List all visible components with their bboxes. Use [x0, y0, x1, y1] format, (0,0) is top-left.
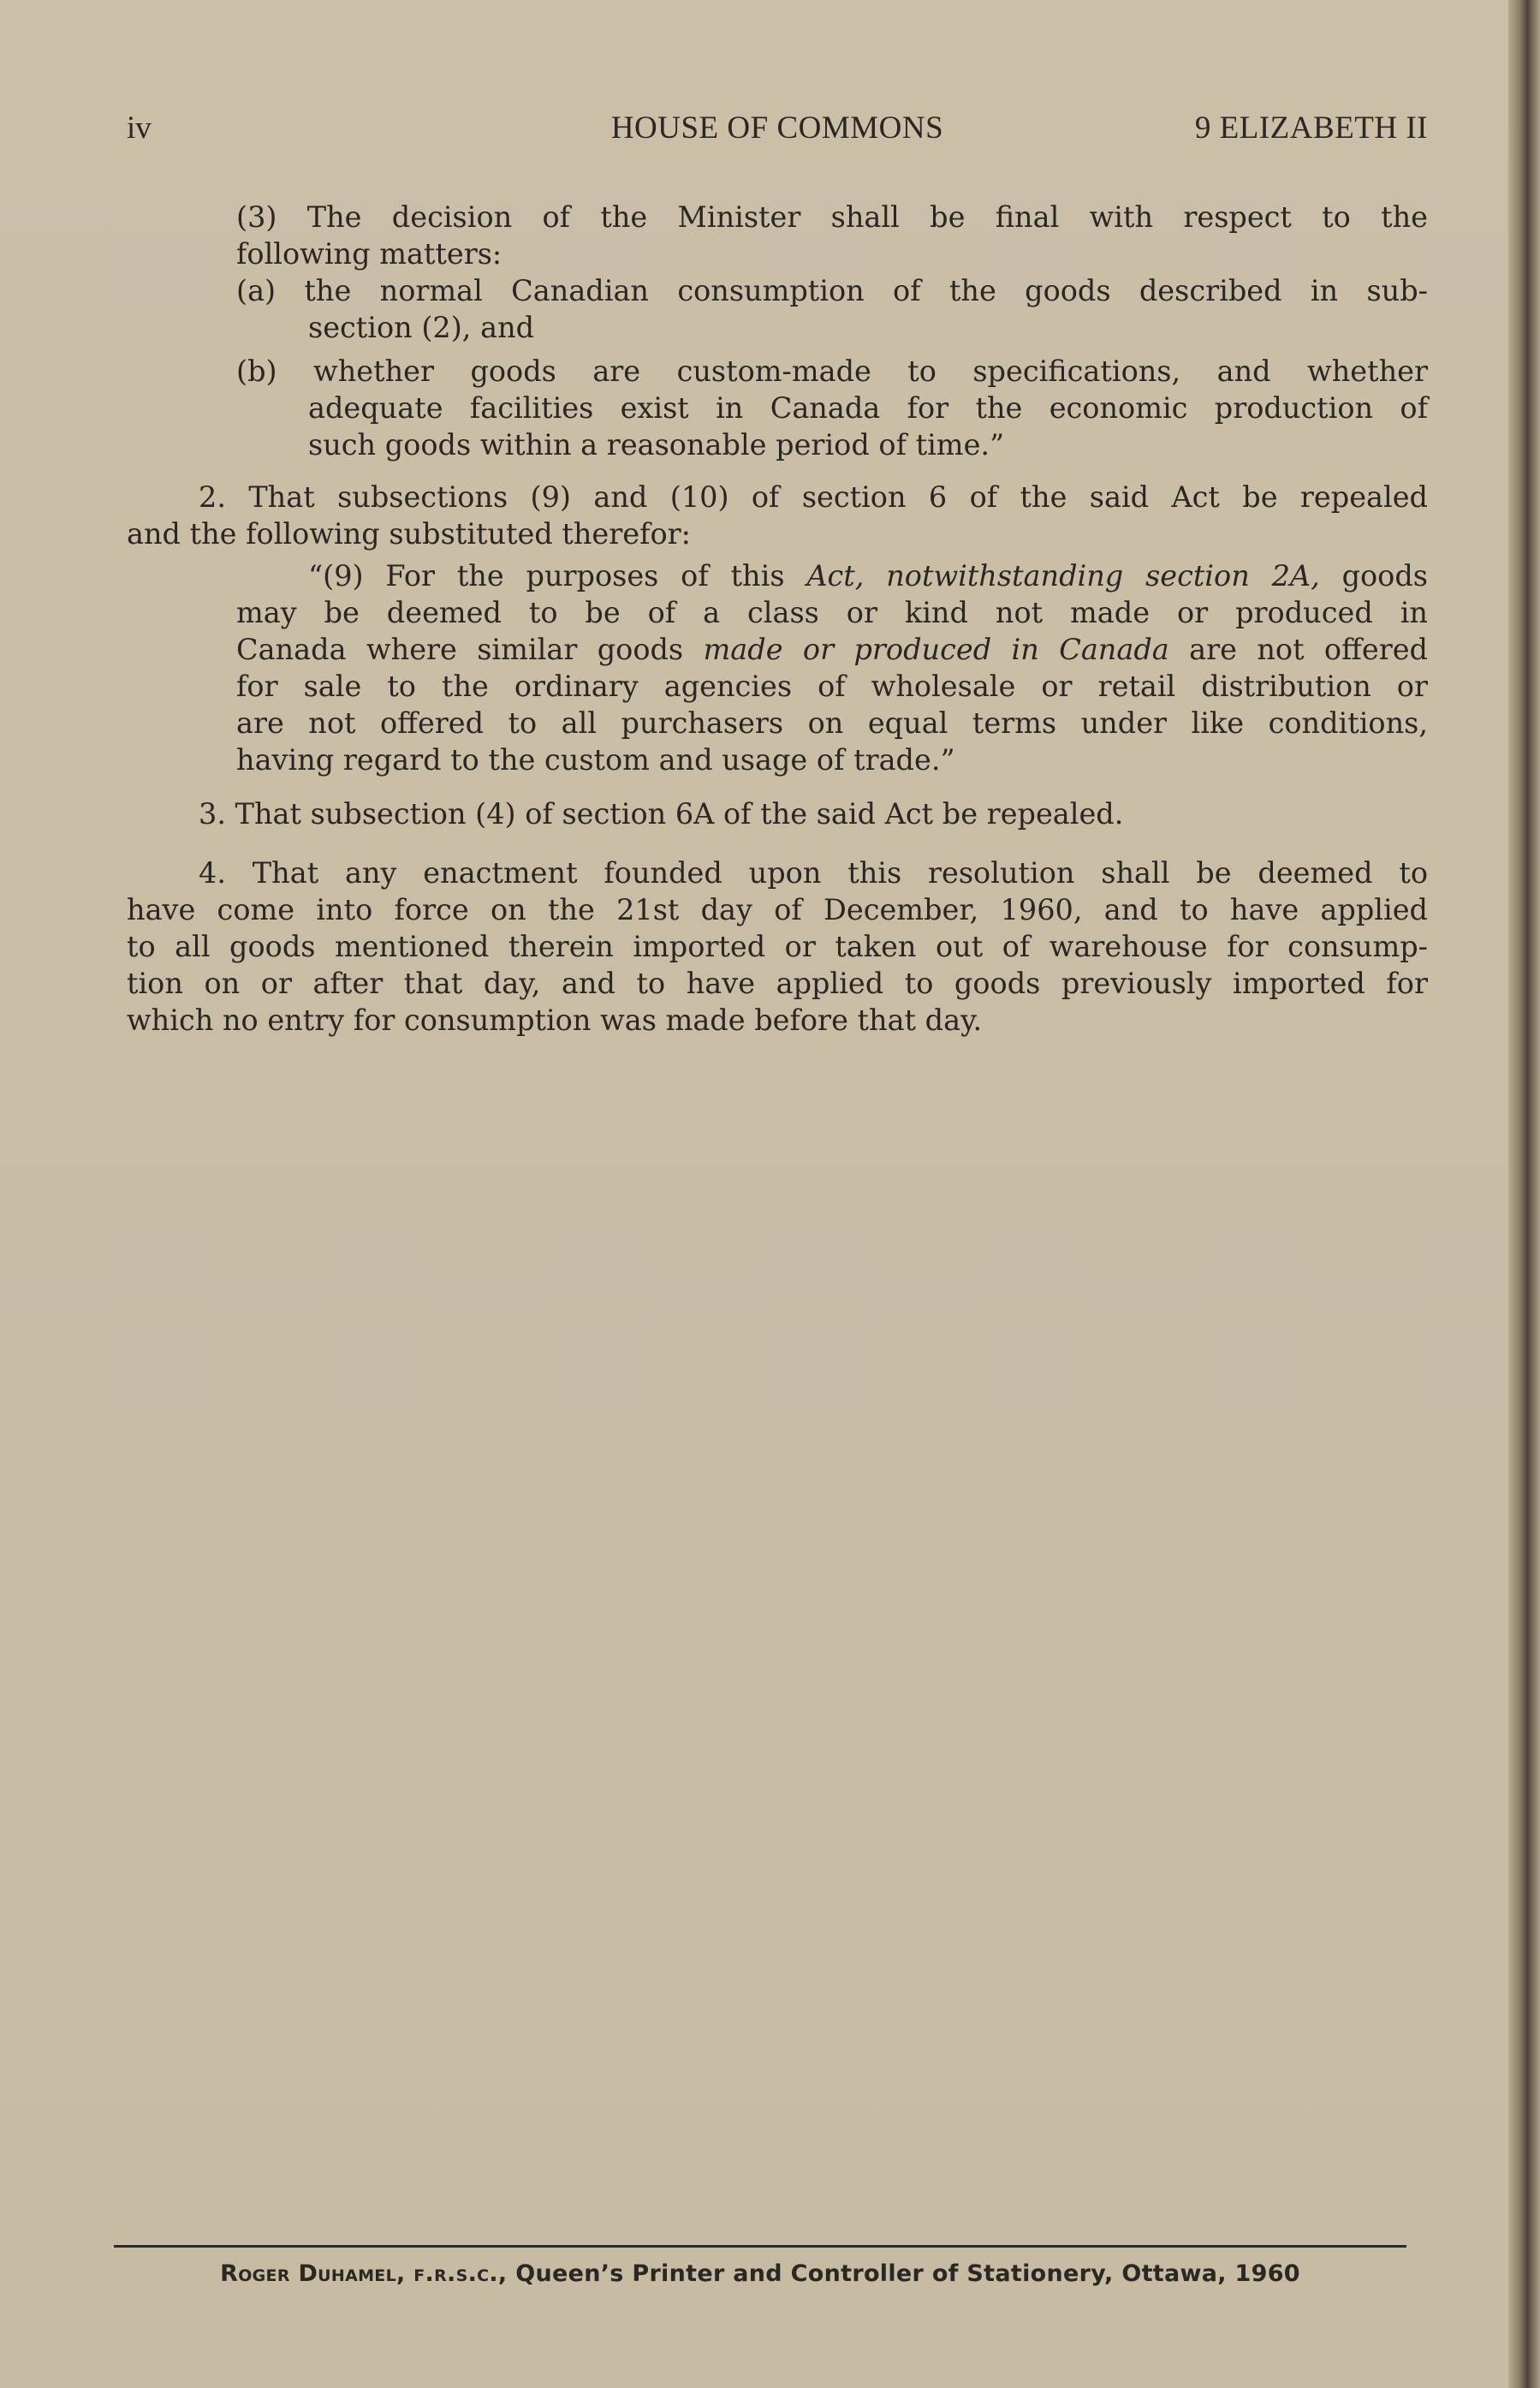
paragraph-4 — [127, 855, 1428, 1039]
printer-title: Queen’s Printer and Controller of Stationery, Ottawa, 1960 — [515, 2260, 1300, 2287]
text-run: “(9) For the purposes of this — [308, 559, 807, 593]
body-text — [127, 199, 1428, 1039]
text-line: tion on or after that day, and to have applied to goods previously imported for — [127, 967, 1428, 1000]
item-b — [127, 353, 1428, 463]
text-line: following matters: — [236, 237, 502, 271]
text-line: (b) whether goods are custom-made to specifications, and whether — [236, 354, 1428, 388]
text-line: 4. That any enactment founded upon this resolution shall be deemed to — [199, 856, 1428, 890]
text-line: section (2), and — [308, 311, 535, 344]
italic-run: made or produced in Canada — [703, 633, 1169, 666]
text-line: and the following substituted therefor: — [127, 517, 691, 551]
page-edge — [1508, 0, 1540, 2388]
item-a — [127, 272, 1428, 346]
printer-credentials: f.r.s.c., — [413, 2260, 508, 2287]
printer-name: Roger Duhamel, — [220, 2260, 406, 2287]
printer-imprint — [114, 2260, 1406, 2287]
text-run: Canada where similar goods — [236, 633, 704, 666]
text-line: may be deemed to be of a class or kind not made or produced in — [236, 596, 1428, 629]
paragraph-3 — [127, 795, 1428, 832]
text-line: for sale to the ordinary agencies of wholesale or retail distribution or — [236, 670, 1428, 703]
text-line: to all goods mentioned therein imported or taken out of warehouse for consump- — [127, 930, 1428, 963]
paragraph-2 — [127, 479, 1428, 552]
footer-rule — [114, 2245, 1406, 2248]
text-line: (a) the normal Canadian consumption of the goods described in sub- — [236, 274, 1428, 307]
text-line: 2. That subsections (9) and (10) of section 6 of the said Act be repealed — [199, 480, 1428, 514]
text-line — [236, 631, 1428, 668]
quoted-subsection-9 — [236, 557, 1428, 778]
text-run: goods — [1319, 559, 1428, 593]
text-line: are not offered to all purchasers on equal terms under like conditions, — [236, 706, 1428, 740]
text-line: having regard to the custom and usage of trade.” — [236, 743, 955, 777]
text-line: have come into force on the 21st day of December, 1960, and to have applied — [127, 893, 1428, 926]
text-line: (3) The decision of the Minister shall be final with respect to the — [236, 200, 1428, 234]
text-line: which no entry for consumption was made before that day. — [127, 1003, 983, 1037]
text-line — [236, 557, 1428, 594]
text-line: adequate facilities exist in Canada for the economic production of — [308, 391, 1428, 425]
running-head — [127, 110, 1428, 147]
text-line: such goods within a reasonable period of time.” — [308, 428, 1005, 462]
page-number: iv — [127, 110, 152, 146]
header-title: HOUSE OF COMMONS — [610, 110, 944, 146]
header-session: 9 ELIZABETH II — [1194, 110, 1428, 146]
text-line: 3. That subsection (4) of section 6A of the said Act be repealed. — [199, 797, 1124, 831]
subsection-3 — [236, 199, 1428, 272]
text-run: are not offered — [1168, 633, 1428, 666]
italic-run: Act, notwithstanding section 2A, — [806, 559, 1320, 593]
